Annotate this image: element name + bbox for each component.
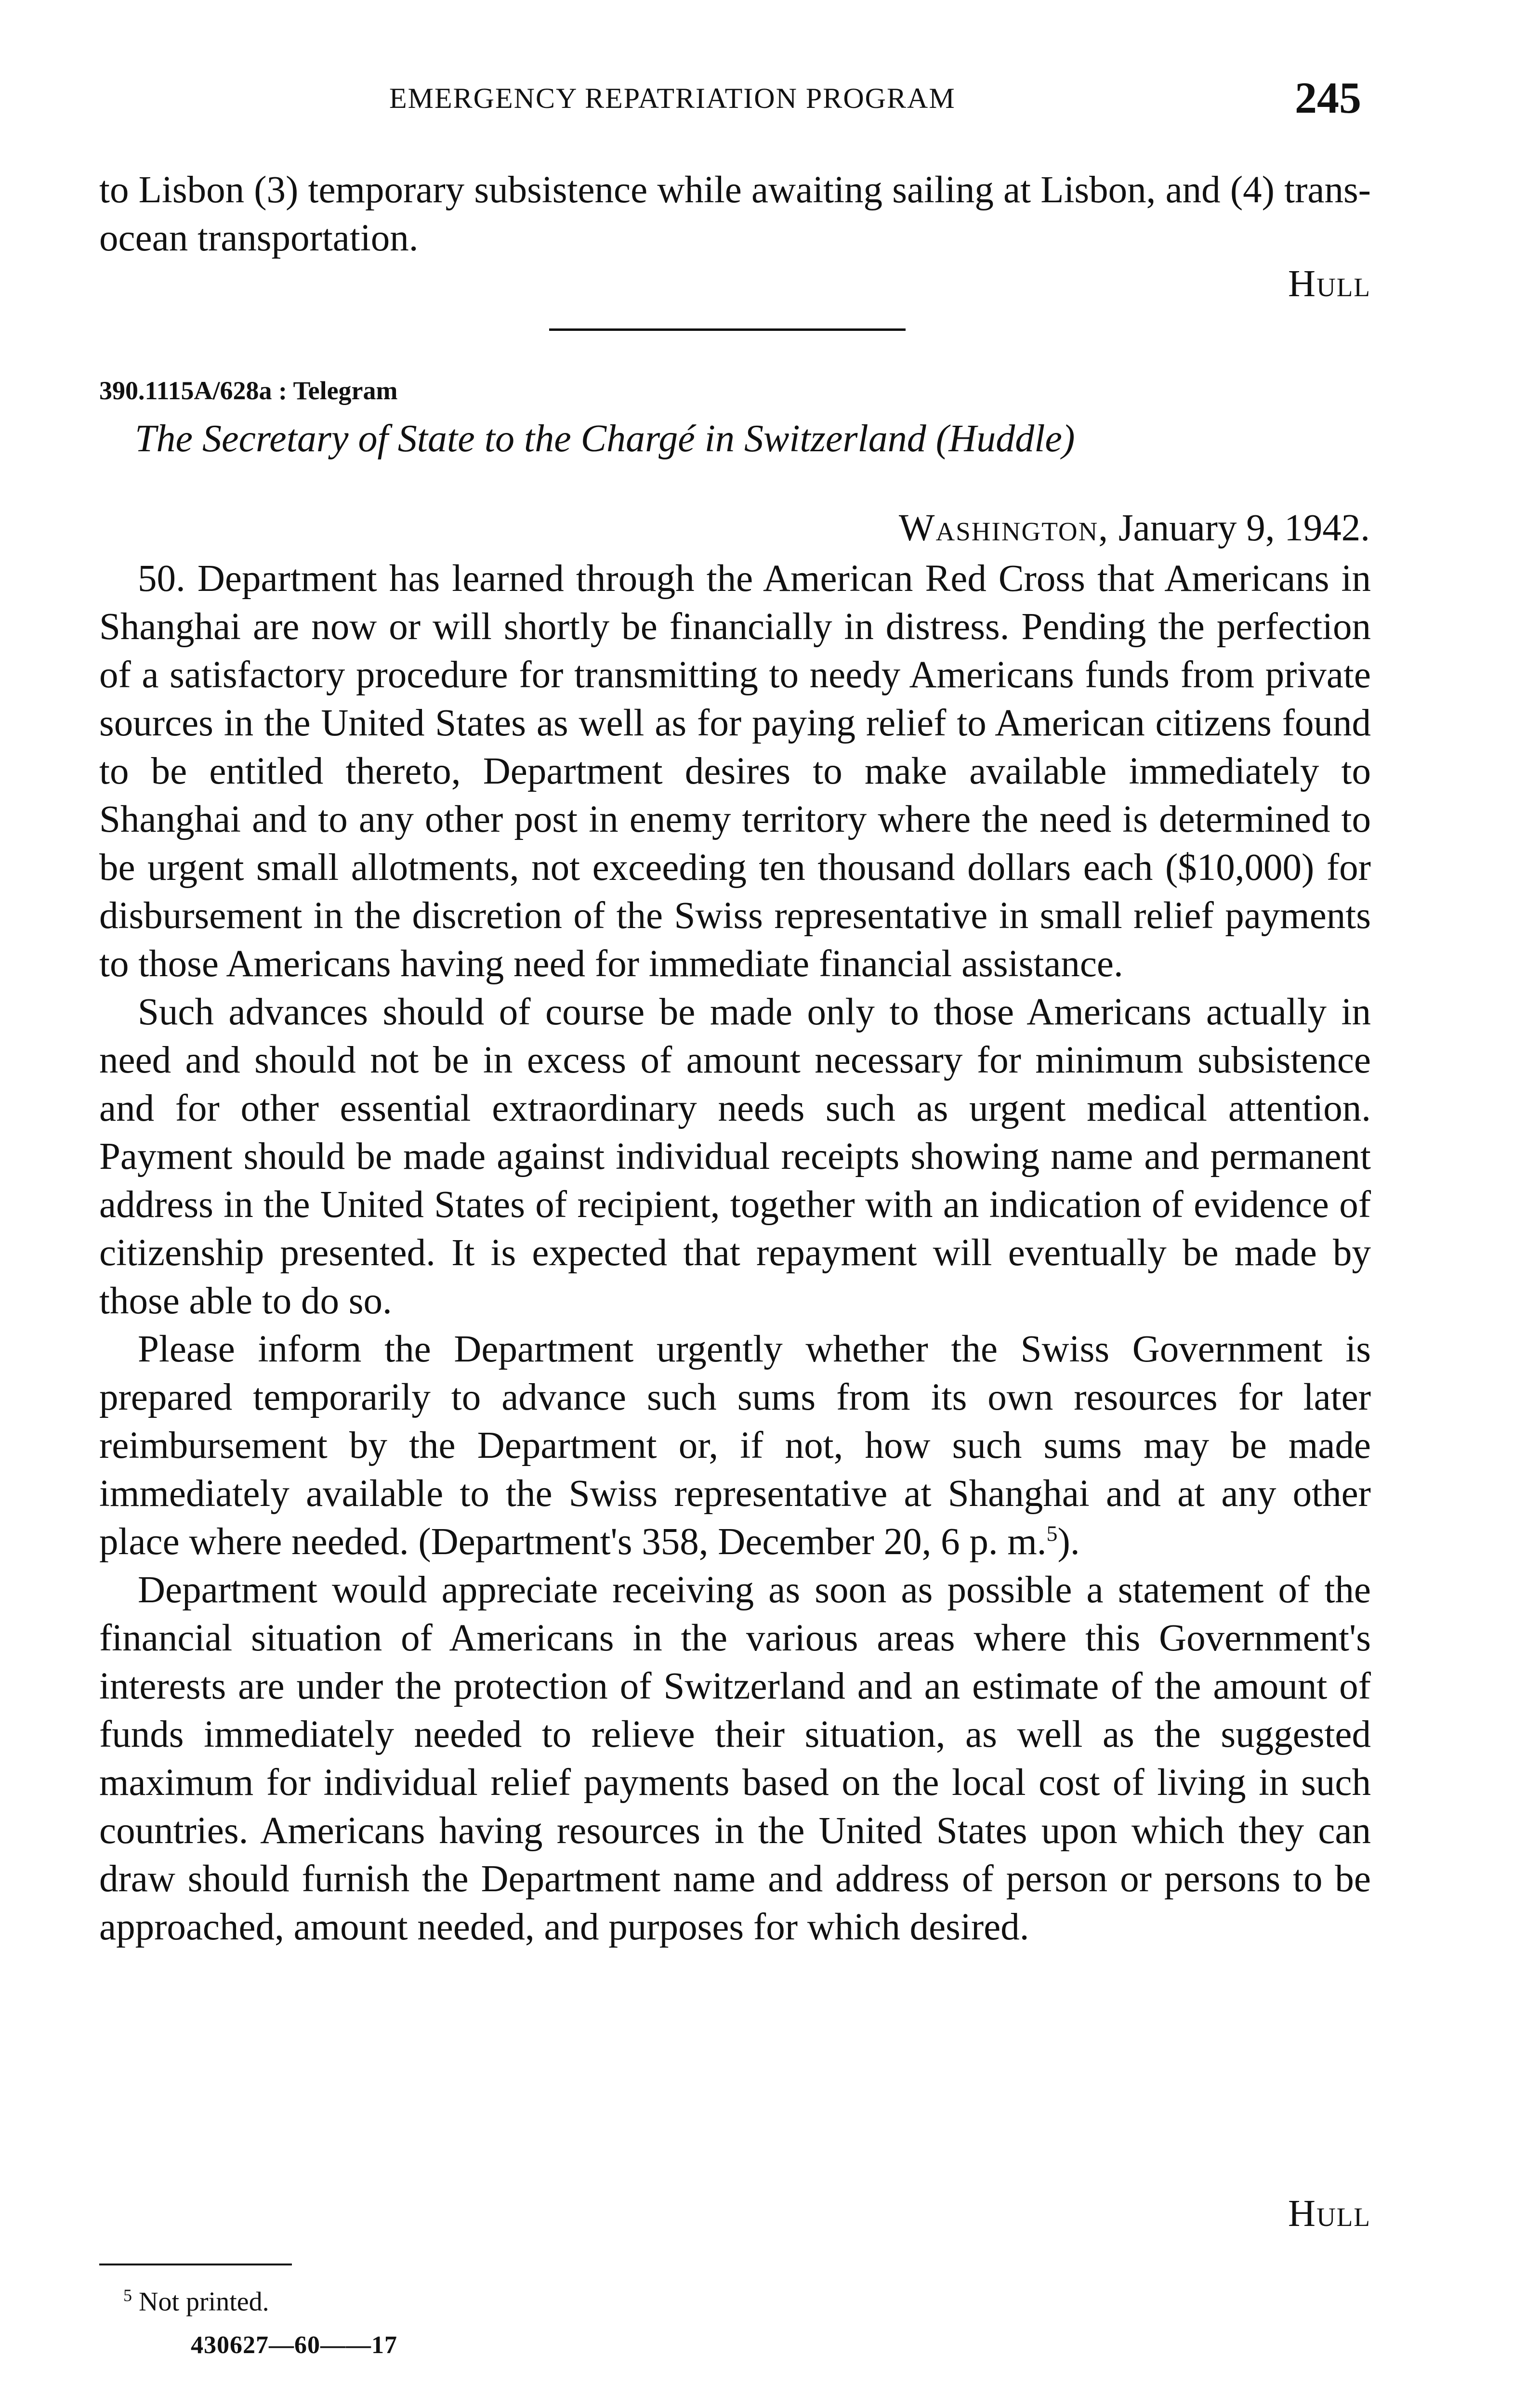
footnote-reference: 5	[1046, 1521, 1058, 1546]
section-divider	[549, 328, 906, 331]
previous-document-continuation	[99, 166, 1371, 262]
previous-signature: Hull	[1288, 263, 1371, 305]
footnote-text: Not printed.	[139, 2287, 269, 2317]
body-paragraph-3	[99, 1325, 1371, 1566]
body-paragraph-1: 50. Department has learned through the American Red Cross that Americans in Shanghai are now or will shortly be financially in distress. Pending the perfection of a satisfactory procedure for transmitting to needy Americans funds from private sources in the United States as well as for paying relief to American citizens found to be entitled thereto, Department desires to make available immediately to Shanghai and to any other post in enemy territory where the need is determined to be urgent small allotments, not exceeding ten thousand dollars each ($10,000) for disbursement in the discretion of the Swiss representative in small relief payments to those Americans having need for immediate financial assistance.	[99, 558, 1371, 985]
document-title: The Secretary of State to the Chargé in Switzerland (Huddle)	[135, 418, 1075, 460]
document-signature: Hull	[1288, 2193, 1371, 2235]
dateline-date: January 9, 1942.	[1118, 507, 1370, 549]
running-title: EMERGENCY REPATRIATION PROGRAM	[389, 82, 956, 114]
footnote-marker: 5	[123, 2286, 132, 2305]
footnote-divider	[99, 2264, 292, 2265]
paragraph-3-tail: ).	[1057, 1521, 1080, 1563]
continuation-paragraph: to Lisbon (3) temporary subsistence while awaiting sailing at Lisbon, and (4) trans-ocean transportation.	[99, 169, 1371, 259]
dateline-place: Washington,	[898, 507, 1109, 549]
file-number: 390.1115A/628a : Telegram	[99, 376, 398, 405]
paragraph-3-text: Please inform the Department urgently whether the Swiss Government is prepared temporarily to advance such sums from its own resources for later reimbursement by the Department or, if not, how such sums may be made immediately available to the Swiss representative at Shanghai and at any other place where needed. (Department's 358, December 20, 6 p. m.	[99, 1328, 1371, 1563]
dateline	[899, 507, 1370, 550]
page-number: 245	[1295, 73, 1361, 122]
body-paragraph-2: Such advances should of course be made only to those Americans actually in need and should not be in excess of amount necessary for minimum subsistence and for other essential extraordinary needs such as urgent medical attention. Payment should be made against individual receipts showing name and permanent address in the United States of recipient, together with an indication of evidence of citizenship presented. It is expected that repayment will eventually be made by those able to do so.	[99, 991, 1371, 1322]
telegram-body	[99, 555, 1371, 1951]
footnote	[123, 2285, 269, 2317]
body-paragraph-4: Department would appreciate receiving as soon as possible a statement of the financial situation of Americans in the various areas where this Government's interests are under the protection of Switzerland and an estimate of the amount of funds immediately needed to relieve their situation, as well as the suggested maximum for individual relief payments based on the local cost of living in such countries. Americans having resources in the United States upon which they can draw should furnish the Department name and address of person or persons to be approached, amount needed, and purposes for which desired.	[99, 1569, 1371, 1948]
printer-code: 430627—60——17	[191, 2331, 397, 2359]
